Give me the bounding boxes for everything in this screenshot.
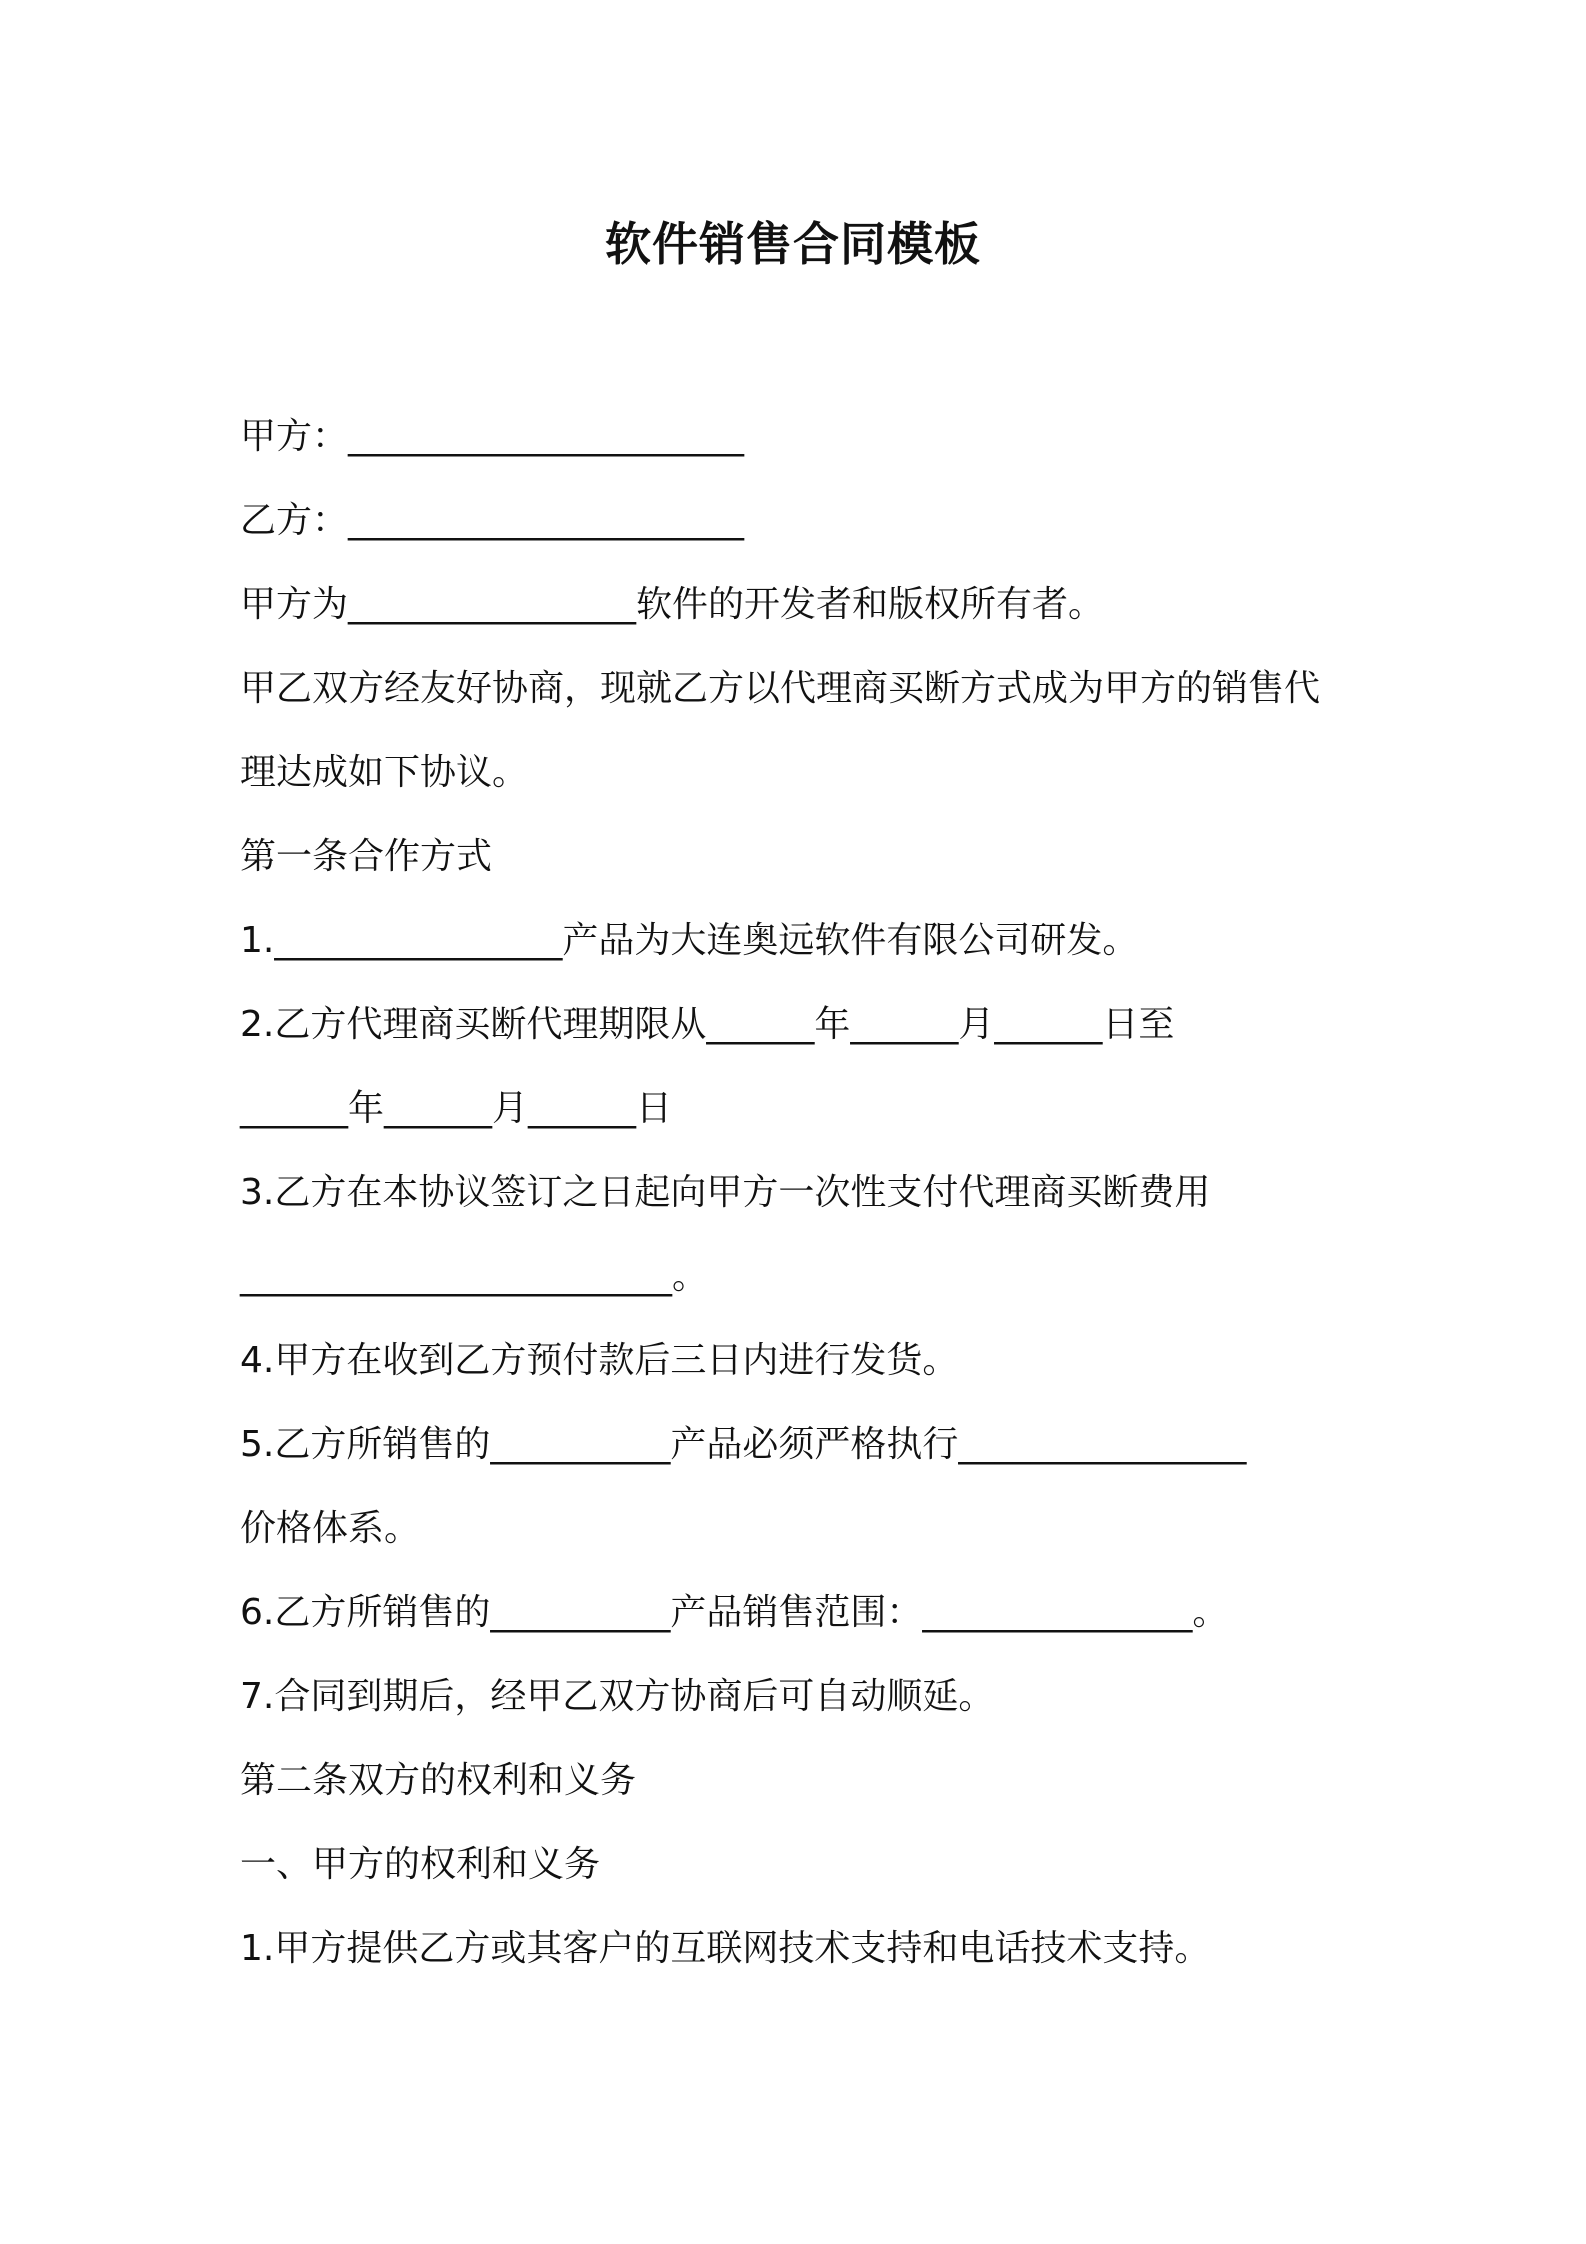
clause-1-2-line-2: ______年______月______日: [240, 1088, 672, 1129]
article-1-heading: 第一条合作方式: [240, 836, 493, 877]
clause-1-6: 6.乙方所销售的__________产品销售范围：_______________。: [240, 1592, 1229, 1633]
clause-1-3-line-2: ________________________。: [240, 1256, 708, 1297]
clause-1-4: 4.甲方在收到乙方预付款后三日内进行发货。: [240, 1340, 959, 1381]
section-party-a-heading: 一、甲方的权利和义务: [240, 1844, 601, 1885]
clause-1-2-line-1: 2.乙方代理商买断代理期限从______年______月______日至: [240, 1004, 1175, 1045]
clause-2-1-1: 1.甲方提供乙方或其客户的互联网技术支持和电话技术支持。: [240, 1928, 1211, 1969]
clause-1-1: 1.________________产品为大连奥远软件有限公司研发。: [240, 920, 1139, 961]
developer-statement: 甲方为________________软件的开发者和版权所有者。: [240, 584, 1105, 625]
agreement-intro-line-1: 甲乙双方经友好协商，现就乙方以代理商买断方式成为甲方的销售代: [240, 668, 1321, 709]
document-title: 软件销售合同模板: [605, 217, 981, 271]
clause-1-5-line-2: 价格体系。: [240, 1508, 421, 1549]
clause-1-5-line-1: 5.乙方所销售的__________产品必须严格执行________________: [240, 1424, 1247, 1465]
agreement-intro-line-2: 理达成如下协议。: [240, 752, 529, 793]
clause-1-7: 7.合同到期后，经甲乙双方协商后可自动顺延。: [240, 1676, 995, 1717]
article-2-heading: 第二条双方的权利和义务: [240, 1760, 637, 1801]
party-b-line: 乙方：______________________: [240, 500, 745, 541]
clause-1-3-line-1: 3.乙方在本协议签订之日起向甲方一次性支付代理商买断费用: [240, 1172, 1211, 1213]
party-a-line: 甲方：______________________: [240, 416, 745, 457]
